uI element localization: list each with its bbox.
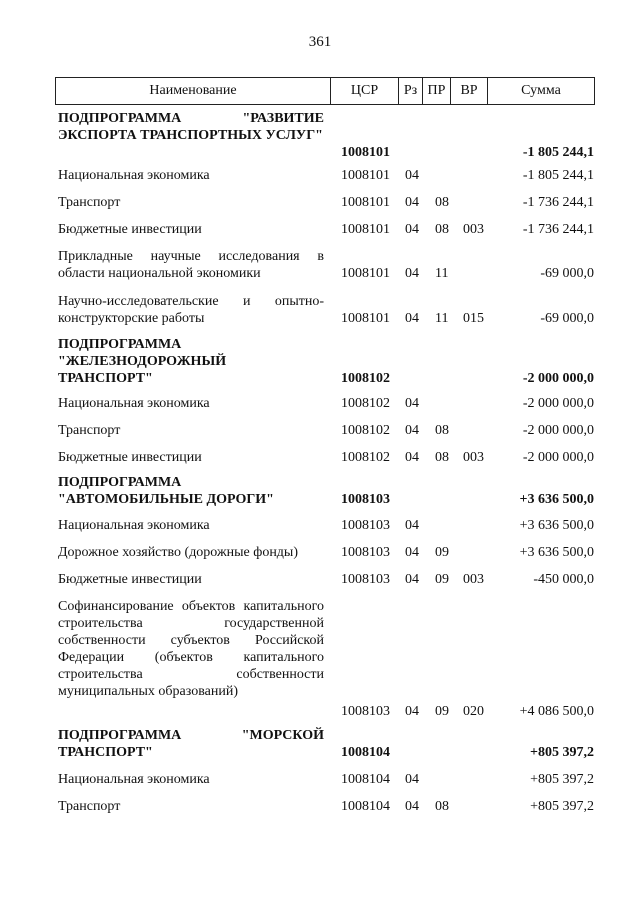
row-pr: 09 (435, 704, 449, 719)
row-pr: 08 (435, 450, 449, 465)
row-pr: 08 (435, 195, 449, 210)
table-row (58, 336, 594, 387)
row-sum: +3 636 500,0 (519, 492, 594, 507)
row-sum: -1 736 244,1 (522, 195, 594, 210)
row-name: ПОДПРОГРАММА "МОРСКОЙ ТРАНСПОРТ" (58, 728, 324, 760)
row-sum: -69 000,0 (540, 311, 594, 326)
table-row (58, 571, 594, 588)
table-row (58, 194, 594, 211)
row-sum: +805 397,2 (530, 772, 594, 787)
row-name: Транспорт (58, 195, 121, 210)
table-row (58, 110, 594, 161)
table-row (58, 727, 594, 761)
row-rz: 04 (405, 222, 419, 237)
row-name: ПОДПРОГРАММА "РАЗВИТИЕ ЭКСПОРТА ТРАНСПОРТНЫХ УСЛУГ" (58, 111, 324, 143)
row-csr: 1008104 (341, 745, 390, 760)
row-vr: 020 (463, 704, 484, 719)
row-pr: 09 (435, 545, 449, 560)
row-pr: 08 (435, 222, 449, 237)
row-name: Транспорт (58, 423, 121, 438)
row-rz: 04 (405, 772, 419, 787)
row-pr: 09 (435, 572, 449, 587)
row-name: Научно-исследовательские и опытно-конструкторские работы (58, 294, 324, 326)
row-name: Дорожное хозяйство (дорожные фонды) (58, 545, 299, 560)
table-row (58, 248, 594, 282)
row-name: Прикладные научные исследования в области национальной экономики (58, 249, 324, 281)
row-rz: 04 (405, 311, 419, 326)
row-csr: 1008101 (341, 311, 390, 326)
row-vr: 003 (463, 450, 484, 465)
row-rz: 04 (405, 545, 419, 560)
row-rz: 04 (405, 799, 419, 814)
row-pr: 11 (435, 266, 449, 281)
table-row (58, 422, 594, 439)
row-csr: 1008104 (341, 799, 390, 814)
row-csr: 1008102 (341, 396, 390, 411)
table-row (58, 771, 594, 788)
row-csr: 1008101 (341, 145, 390, 160)
header-name: Наименование (149, 83, 237, 98)
row-sum: -450 000,0 (533, 572, 594, 587)
table-row (58, 598, 594, 720)
row-rz: 04 (405, 168, 419, 183)
row-csr: 1008103 (341, 518, 390, 533)
row-pr: 08 (435, 423, 449, 438)
row-name: Национальная экономика (58, 396, 210, 411)
row-rz: 04 (405, 450, 419, 465)
table-row (58, 517, 594, 534)
row-rz: 04 (405, 396, 419, 411)
row-csr: 1008101 (341, 168, 390, 183)
header-pr: ПР (422, 78, 450, 104)
row-csr: 1008103 (341, 572, 390, 587)
table-row (58, 474, 594, 508)
row-pr: 11 (435, 311, 449, 326)
row-rz: 04 (405, 518, 419, 533)
row-csr: 1008101 (341, 266, 390, 281)
table-header (55, 77, 595, 105)
row-rz: 04 (405, 423, 419, 438)
row-sum: +805 397,2 (530, 799, 594, 814)
row-csr: 1008103 (341, 704, 390, 719)
row-name: Бюджетные инвестиции (58, 450, 202, 465)
row-csr: 1008101 (341, 222, 390, 237)
row-name: Бюджетные инвестиции (58, 572, 202, 587)
row-csr: 1008101 (341, 195, 390, 210)
row-csr: 1008103 (341, 492, 390, 507)
row-rz: 04 (405, 572, 419, 587)
row-name: Национальная экономика (58, 518, 210, 533)
row-csr: 1008102 (341, 450, 390, 465)
row-sum: +4 086 500,0 (519, 704, 594, 719)
row-sum: -69 000,0 (540, 266, 594, 281)
row-name: Национальная экономика (58, 168, 210, 183)
row-sum: -1 805 244,1 (522, 145, 594, 160)
row-sum: -2 000 000,0 (522, 450, 594, 465)
row-sum: -1 805 244,1 (522, 168, 594, 183)
row-sum: -2 000 000,0 (522, 371, 594, 386)
row-sum: -1 736 244,1 (522, 222, 594, 237)
row-vr: 015 (463, 311, 484, 326)
row-sum: +3 636 500,0 (519, 545, 594, 560)
row-rz: 04 (405, 195, 419, 210)
row-name: ПОДПРОГРАММА "АВТОМОБИЛЬНЫЕ ДОРОГИ" (58, 475, 274, 507)
table-row (58, 798, 594, 815)
header-vr: ВР (450, 78, 487, 104)
row-name: Софинансирование объектов капитального строительства государственной собственности субъектов Российской Федерации (объектов капитального строительства собственности муниципальных образований) (58, 599, 324, 699)
row-csr: 1008103 (341, 545, 390, 560)
row-name: ПОДПРОГРАММА "ЖЕЛЕЗНОДОРОЖНЫЙ ТРАНСПОРТ" (58, 337, 227, 386)
table-row (58, 544, 594, 561)
row-sum: -2 000 000,0 (522, 396, 594, 411)
table-row (58, 449, 594, 466)
row-rz: 04 (405, 266, 419, 281)
row-pr: 08 (435, 799, 449, 814)
header-csr: ЦСР (330, 78, 398, 104)
row-name: Национальная экономика (58, 772, 210, 787)
row-rz: 04 (405, 704, 419, 719)
row-sum: +805 397,2 (530, 745, 594, 760)
header-rz: Рз (398, 78, 422, 104)
page-number: 361 (308, 34, 332, 50)
header-sum: Сумма (487, 78, 594, 104)
table-row (58, 293, 594, 327)
row-sum: -2 000 000,0 (522, 423, 594, 438)
table-row (58, 167, 594, 184)
row-vr: 003 (463, 572, 484, 587)
row-csr: 1008104 (341, 772, 390, 787)
row-csr: 1008102 (341, 371, 390, 386)
table-row (58, 395, 594, 412)
table-row (58, 221, 594, 238)
row-name: Транспорт (58, 799, 121, 814)
row-vr: 003 (463, 222, 484, 237)
row-sum: +3 636 500,0 (519, 518, 594, 533)
row-csr: 1008102 (341, 423, 390, 438)
row-name: Бюджетные инвестиции (58, 222, 202, 237)
